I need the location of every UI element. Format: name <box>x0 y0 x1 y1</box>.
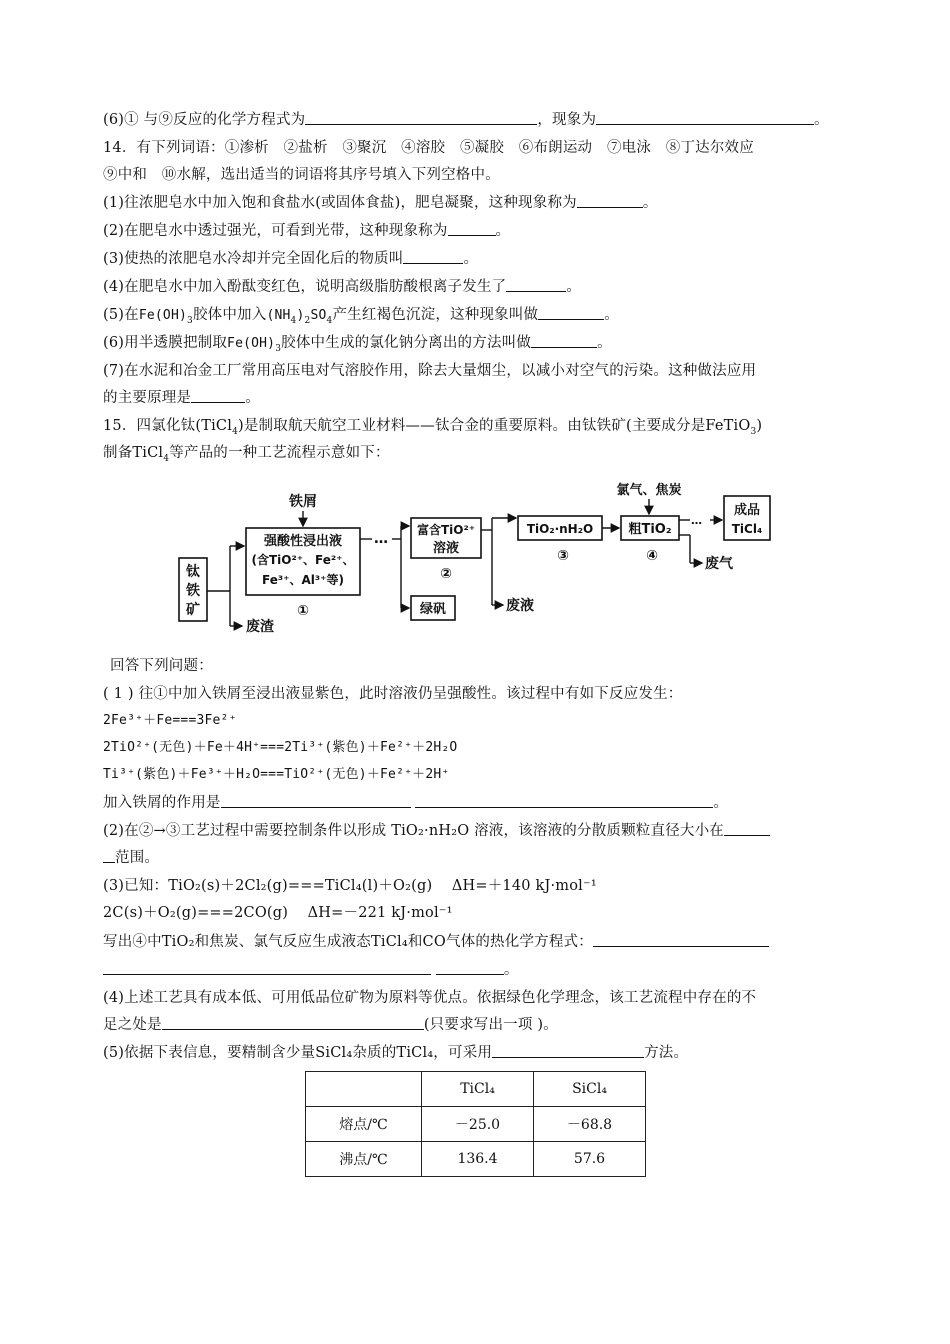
table-cell: －68.8 <box>534 1107 646 1142</box>
table-cell: 57.6 <box>534 1142 646 1177</box>
q15-part3-question: 写出④中TiO₂和焦炭、氯气反应生成液态TiCl₄和CO气体的热化学方程式： <box>103 932 769 952</box>
q15-part2-cont: 范围。 <box>103 848 159 868</box>
leach-title: 强酸性浸出液 <box>263 534 343 549</box>
answer-blank[interactable] <box>506 277 566 292</box>
table-header-cell <box>306 1072 422 1107</box>
q13-part6: (6)① 与⑨反应的化学方程式为 ，现象为 。 <box>103 112 829 128</box>
table-header-cell: TiCl₄ <box>422 1072 534 1107</box>
product-line1: 成品 <box>733 503 761 518</box>
iron-scrap-label: 铁屑 <box>289 494 317 510</box>
answer-blank[interactable] <box>531 333 597 348</box>
answer-blank[interactable] <box>492 1043 644 1058</box>
answer-blank[interactable] <box>305 110 537 125</box>
step-4-label: ④ <box>646 548 658 564</box>
equation-2: 2TiO²⁺(无色)＋Fe＋4H⁺===2Ti³⁺(紫色)＋Fe²⁺＋2H₂O <box>103 740 458 755</box>
step-2-label: ② <box>440 566 452 582</box>
green-vitriol-label: 绿矾 <box>419 602 447 617</box>
answer-blank[interactable] <box>724 821 770 836</box>
answer-blank[interactable] <box>103 960 431 975</box>
q15-intro-2: 制备TiCl$_4$等产品的一种工艺流程示意如下： <box>103 445 390 464</box>
q15-part3-cont: 。 <box>103 960 519 980</box>
properties-table <box>305 1071 646 1177</box>
table-cell: 沸点/℃ <box>306 1142 422 1177</box>
answer-blank[interactable] <box>593 932 769 947</box>
step-1-label: ① <box>297 603 309 619</box>
q15-part1-question: 加入铁屑的作用是 。 <box>103 795 729 811</box>
answer-blank[interactable] <box>415 793 713 808</box>
process-flow-diagram <box>170 478 780 638</box>
q15-part3: (3)已知：TiO₂(s)＋2Cl₂(g)===TiCl₄(l)＋O₂(g) ΔH=＋140 kJ·mol⁻¹ <box>103 878 597 894</box>
answer-blank[interactable] <box>221 793 411 808</box>
step-3-label: ③ <box>557 548 569 564</box>
ellipsis-2: … <box>691 514 702 527</box>
answer-blank[interactable] <box>103 848 115 863</box>
q15-answer-intro: 回答下列问题： <box>110 658 213 674</box>
equation-1: 2Fe³⁺＋Fe===3Fe²⁺ <box>103 713 237 728</box>
ore-label-3: 矿 <box>186 602 200 618</box>
hydrate-label: TiO₂·nH₂O <box>526 522 594 536</box>
ellipsis-1: … <box>374 531 388 547</box>
table-cell: 136.4 <box>422 1142 534 1177</box>
equation-3: Ti³⁺(紫色)＋Fe³⁺＋H₂O===TiO²⁺(无色)＋Fe²⁺＋2H⁺ <box>103 767 450 782</box>
q14-part7-cont: 的主要原理是 。 <box>103 390 260 406</box>
q14-part6: (6)用半透膜把制取$Fe(OH)_3$胶体中生成的氯化钠分离出的方法叫做 。 <box>103 335 612 354</box>
table-row <box>306 1142 646 1177</box>
answer-blank[interactable] <box>596 110 814 125</box>
q14-part7: (7)在水泥和冶金工厂常用高压电对气溶胶作用，除去大量烟尘，以减小对空气的污染。这种做法应用 <box>103 363 757 379</box>
q14-part5: (5)在$Fe(OH)_3$胶体中加入$(NH_4)_2SO_4$产生红褐色沉淀，这种现象叫做 。 <box>103 307 619 326</box>
table-cell: －25.0 <box>422 1107 534 1142</box>
leach-line2: (含TiO²⁺、Fe²⁺、 <box>251 553 355 567</box>
table-cell: 熔点/℃ <box>306 1107 422 1142</box>
ore-label-1: 钛 <box>186 564 200 580</box>
waste-gas-label: 废气 <box>705 556 733 572</box>
q15-part2: (2)在②→③工艺过程中需要控制条件以形成 TiO₂·nH₂O 溶液，该溶液的分散质颗粒直径大小在 <box>103 821 770 841</box>
q15-part4: (4)上述工艺具有成本低、可用低品位矿物为原料等优点。依据绿色化学理念，该工艺流程中存在的不 <box>103 990 757 1006</box>
q14-part4: (4)在肥皂水中加入酚酞变红色，说明高级脂肪酸根离子发生了 。 <box>103 279 582 295</box>
q15-part1: ( 1 ) 往①中加入铁屑至浸出液显紫色，此时溶液仍呈强酸性。该过程中有如下反应发生： <box>103 686 683 702</box>
q14-part2: (2)在肥皂水中透过强光，可看到光带，这种现象称为 。 <box>103 223 511 239</box>
answer-blank[interactable] <box>448 221 496 236</box>
ore-label-2: 铁 <box>186 583 200 599</box>
q15-part4-cont: 足之处是 (只要求写出一项 )。 <box>103 1017 558 1033</box>
product-line2: TiCl₄ <box>731 522 763 536</box>
rich-line1: 富含TiO²⁺ <box>416 523 476 537</box>
chlorine-coke-label: 氯气、焦炭 <box>616 483 682 498</box>
rich-line2: 溶液 <box>432 541 460 556</box>
table-row <box>306 1107 646 1142</box>
answer-blank[interactable] <box>577 193 643 208</box>
q14-part3: (3)使热的浓肥皂水冷却并完全固化后的物质叫 。 <box>103 251 479 267</box>
answer-blank[interactable] <box>436 960 504 975</box>
answer-blank[interactable] <box>538 305 604 320</box>
crude-label: 粗TiO₂ <box>628 522 672 537</box>
waste-liquid-label: 废液 <box>506 598 534 614</box>
q15-part3-eq: 2C(s)＋O₂(g)===2CO(g) ΔH=－221 kJ·mol⁻¹ <box>103 905 453 921</box>
q14-intro: 14．有下列词语：①渗析 ②盐析 ③聚沉 ④溶胶 ⑤凝胶 ⑥布朗运动 ⑦电泳 ⑧丁达尔效应 <box>103 140 754 156</box>
waste-residue-label: 废渣 <box>246 619 274 635</box>
q14-intro-2: ⑨中和 ⑩水解，选出适当的词语将其序号填入下列空格中。 <box>103 167 500 183</box>
leach-line3: Fe³⁺、Al³⁺等) <box>262 573 344 587</box>
table-header-cell: SiCl₄ <box>534 1072 646 1107</box>
answer-blank[interactable] <box>191 388 245 403</box>
q15-intro: 15．四氯化钛(TiCl$_4$)是制取航天航空工业材料——钛合金的重要原料。由钛铁矿(主要成分是FeTiO$_3$) <box>103 418 763 437</box>
q15-part5: (5)依据下表信息，要精制含少量SiCl₄杂质的TiCl₄，可采用 方法。 <box>103 1045 689 1061</box>
answer-blank[interactable] <box>403 249 463 264</box>
table-header-row <box>306 1072 646 1107</box>
q14-part1: (1)往浓肥皂水中加入饱和食盐水(或固体食盐)，肥皂凝聚，这种现象称为 。 <box>103 195 658 211</box>
answer-blank[interactable] <box>162 1015 424 1030</box>
